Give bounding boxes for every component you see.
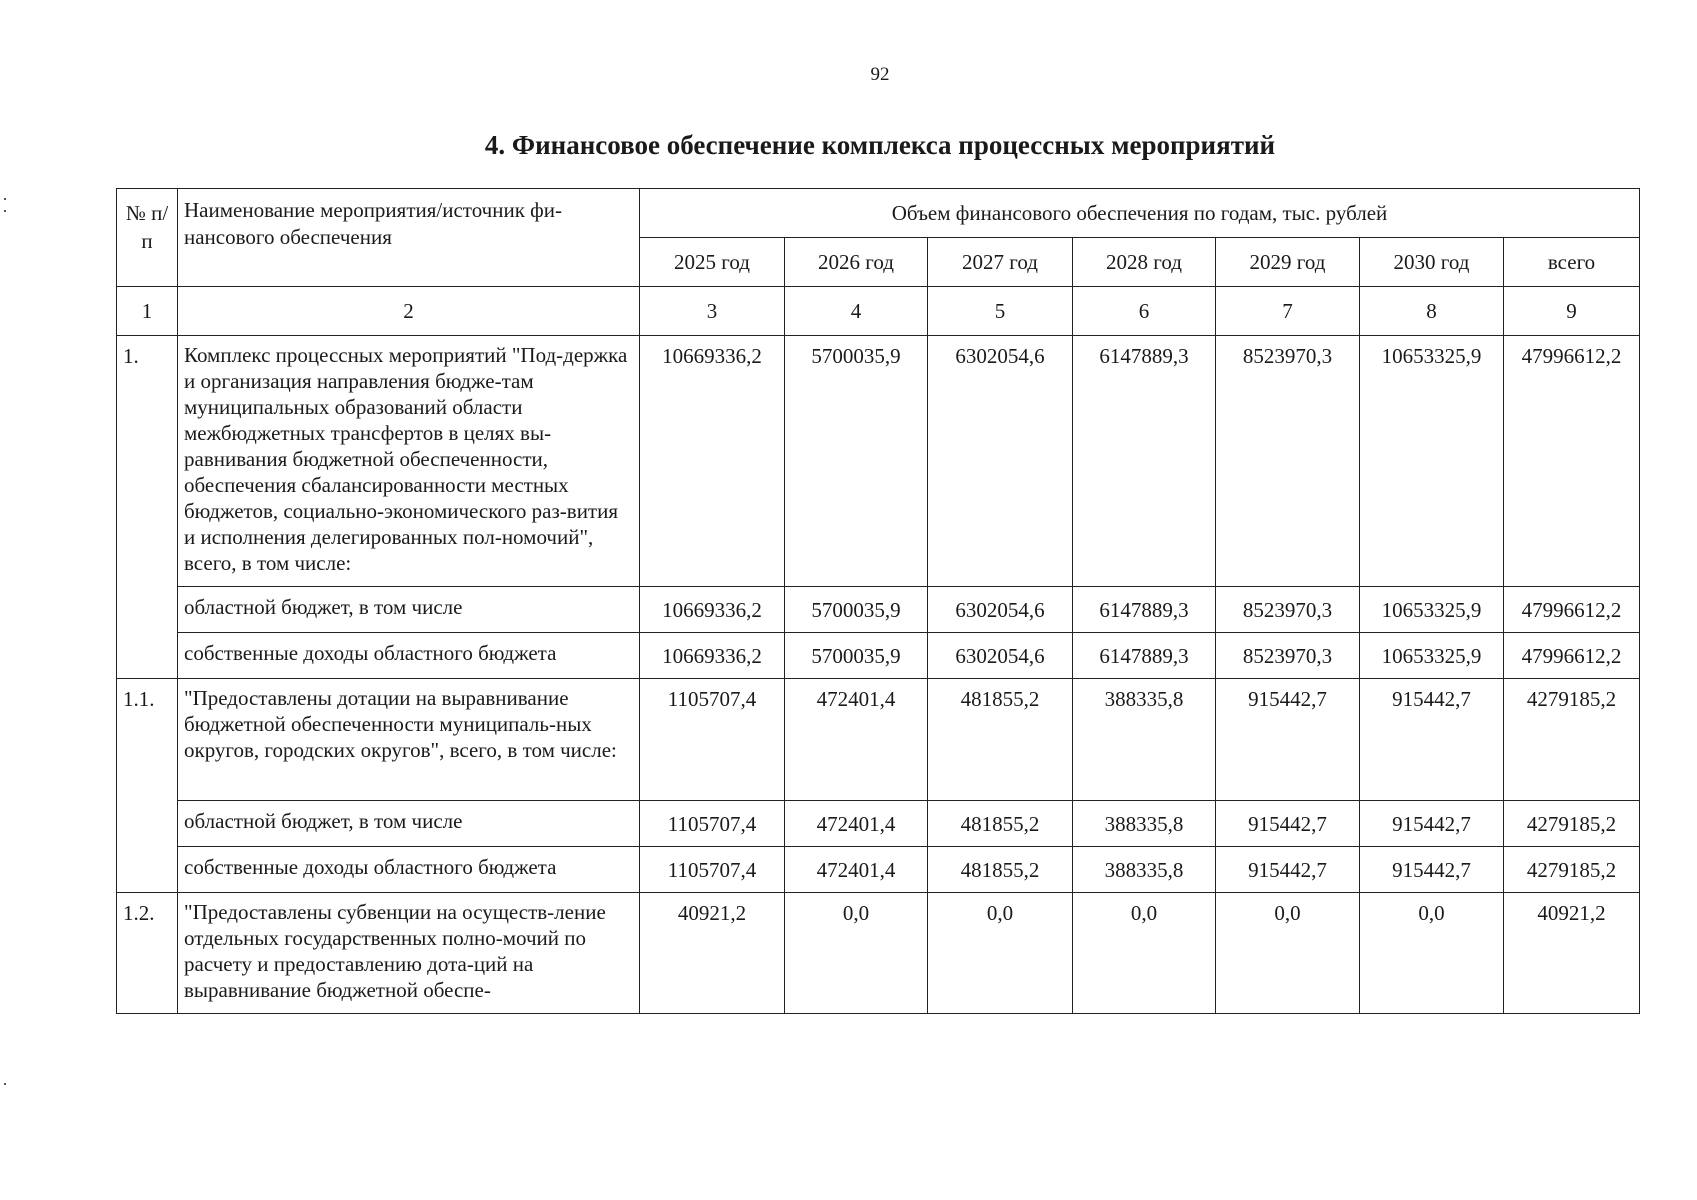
value-cell: 8523970,3 — [1216, 336, 1360, 587]
value-cell: 915442,7 — [1216, 679, 1360, 801]
row-index: 1.1. — [117, 679, 178, 893]
value-cell: 8523970,3 — [1216, 633, 1360, 679]
value-cell: 0,0 — [1216, 893, 1360, 1014]
value-cell: 6302054,6 — [928, 336, 1073, 587]
value-cell: 1105707,4 — [640, 847, 785, 893]
value-cell: 388335,8 — [1073, 801, 1216, 847]
page-number: 92 — [870, 64, 890, 85]
value-cell: 47996612,2 — [1504, 336, 1640, 587]
table-row — [117, 893, 1640, 1014]
header-year-1: 2025 год — [640, 238, 785, 287]
column-number-6: 6 — [1073, 287, 1216, 336]
value-cell: 915442,7 — [1360, 801, 1504, 847]
table-row — [117, 587, 1640, 633]
header-year-4: 2028 год — [1073, 238, 1216, 287]
value-cell: 40921,2 — [640, 893, 785, 1014]
value-cell: 6302054,6 — [928, 633, 1073, 679]
header-year-6: 2030 год — [1360, 238, 1504, 287]
header-name-col: Наименование мероприятия/источник фи-нансового обеспечения — [178, 189, 640, 287]
value-cell: 915442,7 — [1360, 679, 1504, 801]
value-cell: 10653325,9 — [1360, 633, 1504, 679]
header-year-5: 2029 год — [1216, 238, 1360, 287]
row-name: собственные доходы областного бюджета — [178, 633, 640, 679]
financing-table — [116, 188, 1640, 1014]
row-name: областной бюджет, в том числе — [178, 801, 640, 847]
value-cell: 481855,2 — [928, 801, 1073, 847]
column-number-1: 1 — [117, 287, 178, 336]
header-volume-col: Объем финансового обеспечения по годам, тыс. рублей — [640, 189, 1640, 238]
table-row — [117, 801, 1640, 847]
row-name: "Предоставлены дотации на выравнивание бюджетной обеспеченности муниципаль-ных округов, городских округов", всего, в том числе: — [178, 679, 640, 801]
value-cell: 10653325,9 — [1360, 336, 1504, 587]
table-row — [117, 847, 1640, 893]
table-row — [117, 336, 1640, 587]
value-cell: 0,0 — [1360, 893, 1504, 1014]
value-cell: 40921,2 — [1504, 893, 1640, 1014]
value-cell: 1105707,4 — [640, 801, 785, 847]
value-cell: 388335,8 — [1073, 679, 1216, 801]
row-name: "Предоставлены субвенции на осуществ-ление отдельных государственных полно-мочий по расчету и предоставлению дота-ций на выравнивание бюджетной обеспе- — [178, 893, 640, 1014]
value-cell: 472401,4 — [785, 847, 928, 893]
header-year-7: всего — [1504, 238, 1640, 287]
column-number-2: 2 — [178, 287, 640, 336]
column-number-4: 4 — [785, 287, 928, 336]
value-cell: 6147889,3 — [1073, 336, 1216, 587]
section-title: 4. Финансовое обеспечение комплекса процессных мероприятий — [484, 130, 1276, 160]
value-cell: 0,0 — [1073, 893, 1216, 1014]
header-year-3: 2027 год — [928, 238, 1073, 287]
value-cell: 8523970,3 — [1216, 587, 1360, 633]
value-cell: 10653325,9 — [1360, 587, 1504, 633]
value-cell: 5700035,9 — [785, 633, 928, 679]
row-index: 1.2. — [117, 893, 178, 1014]
value-cell: 10669336,2 — [640, 336, 785, 587]
value-cell: 6302054,6 — [928, 587, 1073, 633]
value-cell: 388335,8 — [1073, 847, 1216, 893]
value-cell: 0,0 — [928, 893, 1073, 1014]
value-cell: 472401,4 — [785, 679, 928, 801]
value-cell: 4279185,2 — [1504, 801, 1640, 847]
row-name: собственные доходы областного бюджета — [178, 847, 640, 893]
value-cell: 915442,7 — [1216, 801, 1360, 847]
row-name: Комплекс процессных мероприятий "Под-держка и организация направления бюдже-там муниципальных образований области межбюджетных трансфертов в целях вы-равнивания бюджетной обеспеченности, обеспечения сбалансированности местных бюджетов, социально-экономического раз-вития и исполнения делегированных пол-номочий", всего, в том числе: — [178, 336, 640, 587]
row-name: областной бюджет, в том числе — [178, 587, 640, 633]
column-number-7: 7 — [1216, 287, 1360, 336]
header-num-col: № п/п — [117, 189, 178, 287]
value-cell: 6147889,3 — [1073, 633, 1216, 679]
value-cell: 47996612,2 — [1504, 587, 1640, 633]
value-cell: 10669336,2 — [640, 587, 785, 633]
column-number-9: 9 — [1504, 287, 1640, 336]
value-cell: 4279185,2 — [1504, 679, 1640, 801]
value-cell: 4279185,2 — [1504, 847, 1640, 893]
value-cell: 1105707,4 — [640, 679, 785, 801]
value-cell: 47996612,2 — [1504, 633, 1640, 679]
value-cell: 915442,7 — [1360, 847, 1504, 893]
value-cell: 0,0 — [785, 893, 928, 1014]
value-cell: 5700035,9 — [785, 336, 928, 587]
value-cell: 481855,2 — [928, 847, 1073, 893]
table-row — [117, 633, 1640, 679]
value-cell: 472401,4 — [785, 801, 928, 847]
column-number-5: 5 — [928, 287, 1073, 336]
value-cell: 6147889,3 — [1073, 587, 1216, 633]
column-number-3: 3 — [640, 287, 785, 336]
table-row — [117, 679, 1640, 801]
value-cell: 5700035,9 — [785, 587, 928, 633]
column-number-8: 8 — [1360, 287, 1504, 336]
value-cell: 10669336,2 — [640, 633, 785, 679]
value-cell: 481855,2 — [928, 679, 1073, 801]
value-cell: 915442,7 — [1216, 847, 1360, 893]
row-index: 1. — [117, 336, 178, 679]
header-year-2: 2026 год — [785, 238, 928, 287]
